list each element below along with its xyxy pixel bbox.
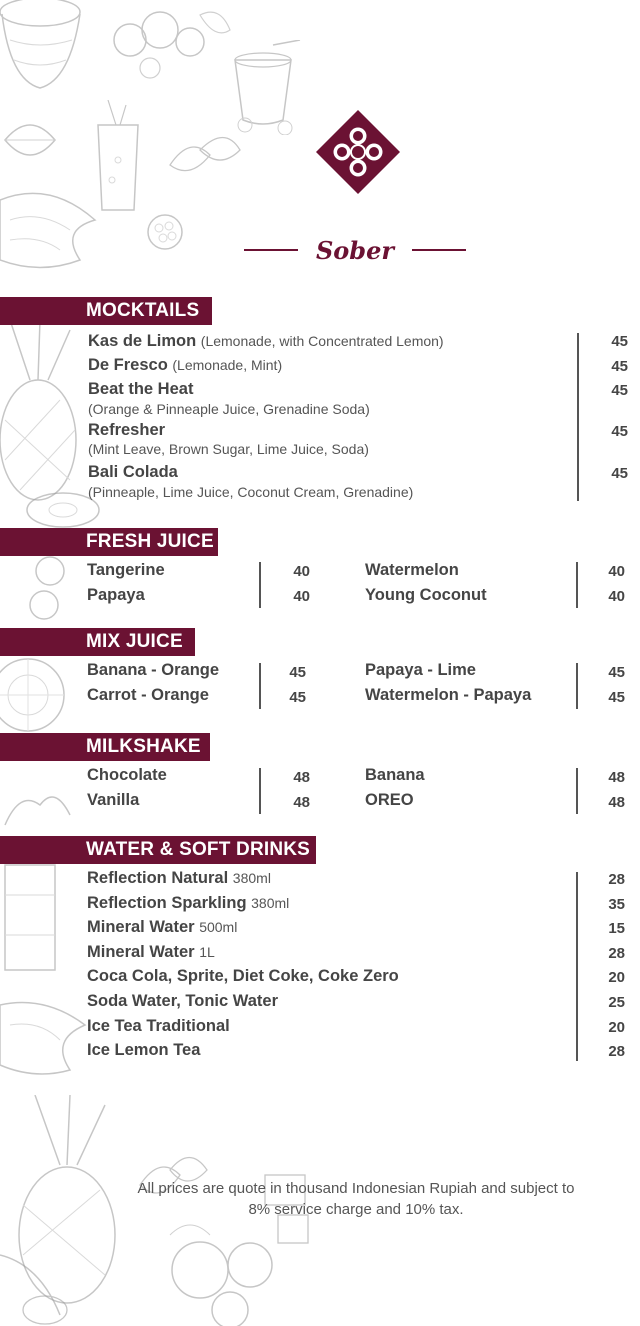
item-price: 45: [608, 689, 625, 706]
item-price: 48: [608, 769, 625, 786]
item-name: Vanilla: [87, 791, 140, 809]
item-price: 40: [608, 588, 625, 605]
item-name: OREO: [365, 791, 414, 809]
item-price: 28: [608, 945, 625, 962]
leaf-sketch-illustration: [0, 110, 60, 170]
item-name: Papaya - Lime: [365, 661, 476, 679]
item-name: De Fresco: [88, 356, 168, 374]
price-divider: [259, 768, 261, 814]
menu-item: [87, 943, 215, 962]
herb-sketch-illustration: [0, 785, 75, 830]
price-divider: [577, 333, 579, 501]
item-price: 35: [608, 896, 625, 913]
item-description: 500ml: [199, 919, 238, 935]
item-description: 380ml: [232, 870, 271, 886]
lettuce-sketch-illustration: [0, 995, 90, 1080]
item-name: Coca Cola, Sprite, Diet Coke, Coke Zero: [87, 967, 399, 985]
item-name: Banana - Orange: [87, 661, 220, 679]
item-price: 40: [293, 588, 310, 605]
section-header-milkshake: MILKSHAKE: [0, 733, 210, 761]
item-name: Tangerine: [87, 561, 165, 579]
item-name: Papaya: [87, 586, 145, 604]
item-price: 48: [608, 794, 625, 811]
item-description: (Orange & Pinneaple Juice, Grenadine Soda): [88, 401, 370, 417]
item-price: 25: [608, 994, 625, 1011]
price-divider: [576, 768, 578, 814]
item-name: Ice Lemon Tea: [87, 1041, 201, 1059]
item-price: 20: [608, 1019, 625, 1036]
section-header-fresh-juice: FRESH JUICE: [0, 528, 218, 556]
item-name: Refresher: [88, 421, 166, 439]
price-divider: [259, 562, 261, 608]
item-price: 45: [611, 333, 628, 350]
item-name: Reflection Natural: [87, 869, 229, 887]
item-description: (Mint Leave, Brown Sugar, Lime Juice, Soda): [88, 441, 369, 457]
title-divider-right: [412, 249, 466, 251]
item-name: Beat the Heat: [88, 380, 194, 398]
leaf-bottom-sketch-illustration: [0, 1235, 70, 1326]
item-price: 45: [611, 465, 628, 482]
section-header-water-soft-drinks: WATER & SOFT DRINKS: [0, 836, 316, 864]
item-price: 40: [293, 563, 310, 580]
menu-title-text: Sober: [315, 235, 395, 265]
price-divider: [576, 872, 578, 1061]
berry-sketch-illustration: [28, 555, 73, 625]
title-divider-left: [244, 249, 298, 251]
menu-item: [88, 332, 444, 351]
citrus-sketch-illustration: [0, 655, 75, 735]
item-price: 28: [608, 871, 625, 888]
item-name: Mineral Water: [87, 943, 195, 961]
item-price: 40: [608, 563, 625, 580]
item-price: 45: [289, 689, 306, 706]
bowl-sketch-illustration: [0, 0, 90, 95]
item-price: 48: [293, 794, 310, 811]
mint-sketch-illustration: [165, 125, 245, 190]
item-price: 48: [293, 769, 310, 786]
item-price: 15: [608, 920, 625, 937]
price-disclaimer: [100, 1178, 612, 1220]
item-description: 1L: [199, 944, 215, 960]
menu-title: [240, 232, 470, 268]
bottle-sketch-illustration: [0, 855, 65, 975]
item-description: (Lemonade, Mint): [172, 357, 283, 373]
item-name: Reflection Sparkling: [87, 894, 247, 912]
section-header-mix-juice: MIX JUICE: [0, 628, 195, 656]
cabbage-sketch-illustration: [0, 180, 100, 275]
menu-item: [88, 356, 282, 375]
price-divider: [576, 663, 578, 709]
berries-sketch-illustration: [105, 0, 235, 80]
menu-item: [87, 869, 271, 888]
item-name: Watermelon: [365, 561, 459, 579]
menu-item: [87, 894, 289, 913]
item-name: Ice Tea Traditional: [87, 1017, 230, 1035]
item-name: Chocolate: [87, 766, 167, 784]
disclaimer-line-1: All prices are quote in thousand Indonesian Rupiah and subject to: [137, 1180, 575, 1197]
item-price: 45: [608, 664, 625, 681]
section-header-mocktails: MOCKTAILS: [0, 297, 212, 325]
item-description: (Pinneaple, Lime Juice, Coconut Cream, Grenadine): [88, 484, 414, 500]
item-name: Carrot - Orange: [87, 686, 209, 704]
brand-logo-icon: [316, 110, 400, 194]
item-price: 45: [611, 423, 628, 440]
item-price: 45: [289, 664, 306, 681]
fruit-bottom-sketch-illustration: [160, 1215, 300, 1326]
glass-sketch-illustration: [225, 40, 305, 135]
item-name: Young Coconut: [365, 586, 487, 604]
menu-item: [87, 918, 237, 937]
item-name: Banana: [365, 766, 425, 784]
raspberry-sketch-illustration: [145, 212, 185, 252]
item-name: Mineral Water: [87, 918, 195, 936]
item-name: Watermelon - Papaya: [365, 686, 532, 704]
item-name: Soda Water, Tonic Water: [87, 992, 278, 1010]
item-price: 45: [611, 358, 628, 375]
item-price: 20: [608, 969, 625, 986]
price-divider: [576, 562, 578, 608]
disclaimer-line-2: 8% service charge and 10% tax.: [248, 1201, 464, 1218]
item-description: (Lemonade, with Concentrated Lemon): [200, 333, 444, 349]
item-name: Bali Colada: [88, 463, 178, 481]
item-price: 45: [611, 382, 628, 399]
item-price: 28: [608, 1043, 625, 1060]
item-description: 380ml: [251, 895, 290, 911]
item-name: Kas de Limon: [88, 332, 197, 350]
price-divider: [259, 663, 261, 709]
